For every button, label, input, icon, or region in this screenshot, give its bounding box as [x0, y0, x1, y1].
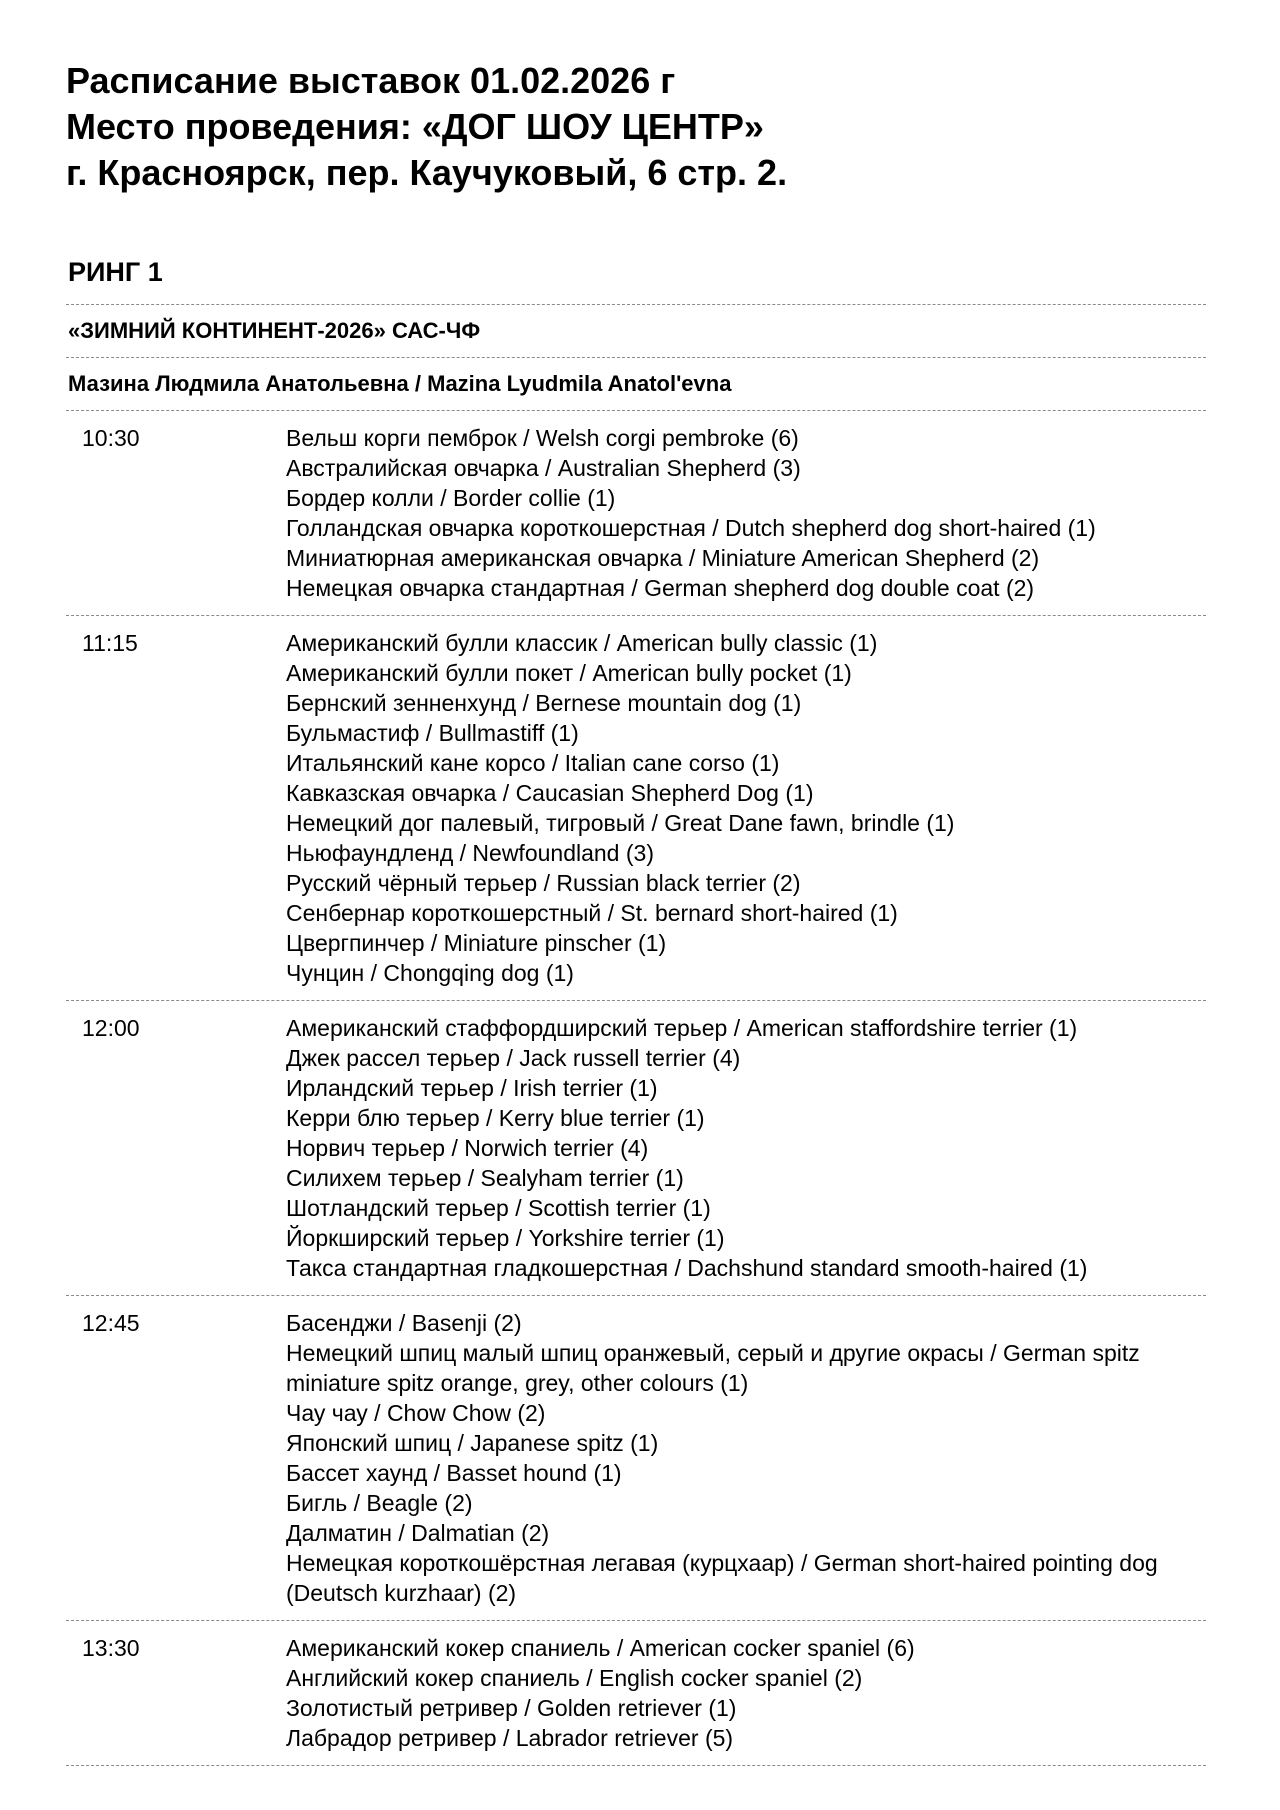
breed-entry: Американский кокер спаниель / American cocker spaniel (6) — [286, 1635, 915, 1661]
breed-entry: Цвергпинчер / Miniature pinscher (1) — [286, 930, 667, 956]
schedule-slot — [66, 1621, 1206, 1766]
breed-entry: Английский кокер спаниель / English cocker spaniel (2) — [286, 1665, 863, 1691]
breed-entry: Бассет хаунд / Basset hound (1) — [286, 1460, 622, 1486]
breed-entry: Ньюфаундленд / Newfoundland (3) — [286, 840, 654, 866]
breed-entry: Австралийская овчарка / Australian Shepherd (3) — [286, 455, 801, 481]
breed-entry: Голландская овчарка короткошерстная / Dutch shepherd dog short-haired (1) — [286, 515, 1096, 541]
breed-entry: Керри блю терьер / Kerry blue terrier (1) — [286, 1105, 705, 1131]
breed-entry: Далматин / Dalmatian (2) — [286, 1520, 550, 1546]
breed-entry: Шотландский терьер / Scottish terrier (1) — [286, 1195, 711, 1221]
breed-list — [286, 628, 1206, 988]
schedule-table — [66, 411, 1206, 1766]
breed-entry: Силихем терьер / Sealyham terrier (1) — [286, 1165, 684, 1191]
breed-entry: Бернский зенненхунд / Bernese mountain dog (1) — [286, 690, 802, 716]
event-name: «ЗИМНИЙ КОНТИНЕНТ-2026» САС-ЧФ — [68, 318, 481, 343]
document-title-line-2: Место проведения: «ДОГ ШОУ ЦЕНТР» — [66, 106, 764, 147]
document-title-line-1: Расписание выставок 01.02.2026 г — [66, 60, 676, 101]
breed-entry: Японский шпиц / Japanese spitz (1) — [286, 1430, 659, 1456]
breed-entry: Немецкая короткошёрстная легавая (курцхаар) / German short-haired pointing dog (Deutsch kurzhaar) (2) — [286, 1550, 1158, 1606]
breed-entry: Лабрадор ретривер / Labrador retriever (5) — [286, 1725, 734, 1751]
slot-time: 10:30 — [82, 425, 140, 451]
slot-time: 13:30 — [82, 1635, 140, 1661]
schedule-slot — [66, 411, 1206, 616]
slot-time: 11:15 — [82, 630, 138, 656]
breed-entry: Вельш корги пемброк / Welsh corgi pembroke (6) — [286, 425, 799, 451]
breed-entry: Бигль / Beagle (2) — [286, 1490, 473, 1516]
breed-entry: Бордер колли / Border collie (1) — [286, 485, 616, 511]
judge-name: Мазина Людмила Анатольевна / Mazina Lyudmila Anatol'evna — [68, 371, 732, 396]
breed-entry: Норвич терьер / Norwich terrier (4) — [286, 1135, 649, 1161]
breed-list — [286, 1013, 1206, 1283]
breed-entry: Чау чау / Chow Chow (2) — [286, 1400, 546, 1426]
breed-entry: Итальянский кане корсо / Italian cane corso (1) — [286, 750, 780, 776]
ring-title: РИНГ 1 — [68, 257, 163, 287]
breed-list — [286, 423, 1206, 603]
breed-entry: Сенбернар короткошерстный / St. bernard short-haired (1) — [286, 900, 898, 926]
breed-list — [286, 1308, 1206, 1608]
breed-entry: Чунцин / Chongqing dog (1) — [286, 960, 574, 986]
schedule-slot — [66, 616, 1206, 1001]
schedule-document — [66, 58, 1226, 1766]
breed-entry: Американский булли классик / American bully classic (1) — [286, 630, 878, 656]
schedule-slot — [66, 1296, 1206, 1621]
breed-entry: Миниатюрная американская овчарка / Miniature American Shepherd (2) — [286, 545, 1040, 571]
slot-time: 12:00 — [82, 1015, 140, 1041]
breed-entry: Бульмастиф / Bullmastiff (1) — [286, 720, 579, 746]
breed-entry: Американский булли покет / American bully pocket (1) — [286, 660, 852, 686]
breed-list — [286, 1633, 1206, 1753]
slot-time: 12:45 — [82, 1310, 140, 1336]
document-title-line-3: г. Красноярск, пер. Каучуковый, 6 стр. 2. — [66, 152, 788, 193]
breed-entry: Джек рассел терьер / Jack russell terrier (4) — [286, 1045, 741, 1071]
breed-entry: Басенджи / Basenji (2) — [286, 1310, 522, 1336]
breed-entry: Немецкая овчарка стандартная / German shepherd dog double coat (2) — [286, 575, 1035, 601]
breed-entry: Немецкий шпиц малый шпиц оранжевый, серый и другие окрасы / German spitz miniature spitz orange, grey, other colours (1) — [286, 1340, 1140, 1396]
breed-entry: Йоркширский терьер / Yorkshire terrier (1) — [286, 1225, 725, 1251]
breed-entry: Золотистый ретривер / Golden retriever (1) — [286, 1695, 737, 1721]
breed-entry: Такса стандартная гладкошерстная / Dachshund standard smooth-haired (1) — [286, 1255, 1088, 1281]
schedule-slot — [66, 1001, 1206, 1296]
breed-entry: Американский стаффордширский терьер / American staffordshire terrier (1) — [286, 1015, 1078, 1041]
breed-entry: Ирландский терьер / Irish terrier (1) — [286, 1075, 658, 1101]
breed-entry: Немецкий дог палевый, тигровый / Great Dane fawn, brindle (1) — [286, 810, 955, 836]
breed-entry: Кавказская овчарка / Caucasian Shepherd Dog (1) — [286, 780, 814, 806]
breed-entry: Русский чёрный терьер / Russian black terrier (2) — [286, 870, 801, 896]
